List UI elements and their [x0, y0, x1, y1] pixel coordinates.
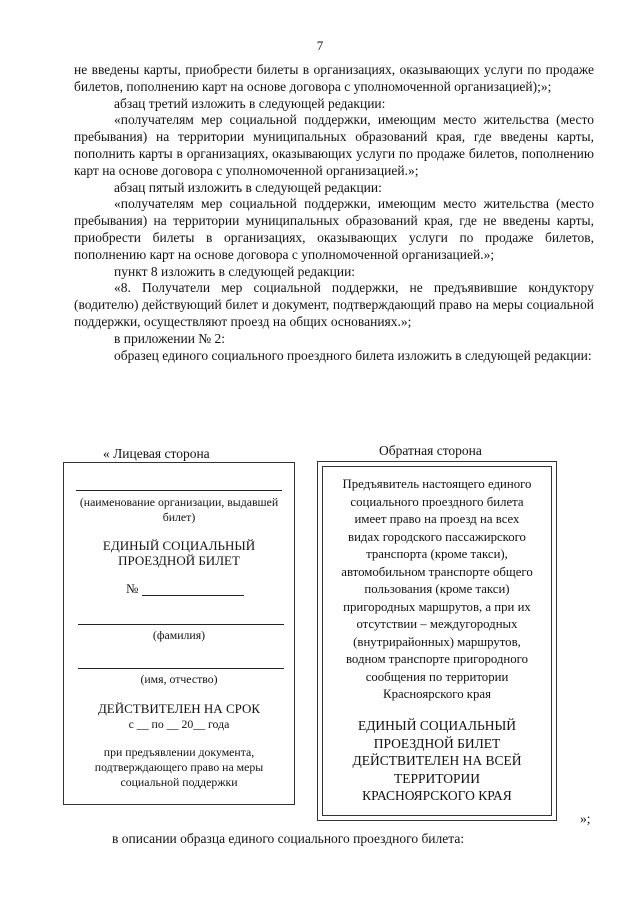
- back-line: пригородных маршрутов, а при их: [343, 599, 531, 614]
- ticket-number-line: [142, 595, 244, 596]
- surname-line: [78, 624, 284, 625]
- footer-paragraph: в описании образца единого социального проездного билета:: [112, 831, 465, 846]
- back-line: имеет право на проезд на всех: [354, 512, 520, 526]
- back-line: отсутствии – междугородных: [356, 617, 518, 631]
- back-title-line: ПРОЕЗДНОЙ БИЛЕТ: [373, 735, 501, 751]
- back-line: транспорта (кроме такси),: [366, 547, 508, 561]
- ticket-number-prefix: №: [126, 581, 139, 596]
- paragraph-4: абзац пятый изложить в следующей редакции:: [114, 179, 382, 195]
- paragraph-2: абзац третий изложить в следующей редакции:: [114, 95, 386, 111]
- surname-caption: (фамилия): [152, 628, 206, 642]
- back-title-line: ТЕРРИТОРИИ: [393, 770, 481, 786]
- paragraph-1: не введены карты, приобрести билеты в организациях, оказывающих услуги по продаже билетов, пополнению карт на основе договора с уполномоченной организацией);»;: [74, 62, 594, 94]
- paragraph-5: «получателям мер социальной поддержки, имеющим место жительства (место пребывания) на территории муниципальных образований края, где не введены карты, приобрести билеты в организациях, оказывающих услуги по продаже билетов, пополнению карт на основе договора с уполномоченной организацией.»;: [74, 196, 594, 262]
- ticket-back: [317, 461, 557, 821]
- back-line: сообщения по территории: [365, 669, 509, 684]
- back-line: автомобильном транспорте общего: [341, 564, 533, 579]
- paragraph-3: «получателям мер социальной поддержки, имеющим место жительства (место пребывания) на территории муниципальных образований края, где введены карты, пополнить карты в организациях, оказывающих услуги по продаже билетов, пополнению карт на основе договора с уполномоченной организацией.»;: [74, 112, 594, 178]
- org-name-line: [76, 490, 282, 491]
- condition-line1: при предъявлении документа,: [103, 745, 255, 759]
- back-line: Предъявитель настоящего единого: [342, 477, 532, 491]
- valid-period: с __ по __ 20__ года: [128, 717, 230, 731]
- ticket-back-title: [318, 717, 556, 805]
- back-title-line: ДЕЙСТВИТЕЛЕН НА ВСЕЙ: [352, 753, 522, 768]
- paragraph-8: в приложении № 2:: [114, 330, 226, 346]
- ticket-title-line1: ЕДИНЫЙ СОЦИАЛЬНЫЙ: [102, 538, 256, 553]
- ticket-back-text: [318, 476, 556, 704]
- back-line: пользования (кроме такси): [364, 582, 510, 596]
- back-line: (внутрирайонных) маршрутов,: [353, 634, 521, 649]
- ticket-title-line2: ПРОЕЗДНОЙ БИЛЕТ: [118, 553, 240, 568]
- paragraph-7: «8. Получатели мер социальной поддержки, не предъявившие кондуктору (водителю) действующий билет и документ, подтверждающий право на меры социальной поддержки, осуществляют проезд на общих основаниях.»;: [74, 280, 594, 329]
- paragraph-6: пункт 8 изложить в следующей редакции:: [114, 263, 356, 279]
- page-number: 7: [316, 38, 324, 53]
- name-caption: (имя, отчество): [140, 672, 218, 686]
- valid-title: ДЕЙСТВИТЕЛЕН НА СРОК: [97, 701, 261, 716]
- org-caption: (наименование организации, выдавшей билет): [79, 495, 279, 524]
- closing-quote: »;: [580, 811, 591, 826]
- condition-line2: подтверждающего право на меры: [94, 760, 264, 774]
- back-title-line: КРАСНОЯРСКОГО КРАЯ: [362, 788, 512, 803]
- back-line: Красноярского края: [383, 687, 491, 701]
- condition-line3: социальной поддержки: [120, 775, 238, 789]
- back-line: водном транспорте пригородного: [345, 652, 529, 666]
- back-line: социального проездного билета: [350, 494, 524, 509]
- ticket-front-label: « Лицевая сторона: [103, 446, 210, 461]
- name-line: [78, 668, 284, 669]
- back-line: видах городского пассажирского: [348, 529, 526, 544]
- ticket-back-label: Обратная сторона: [379, 443, 482, 458]
- paragraph-9: образец единого социального проездного билета изложить в следующей редакции:: [114, 347, 592, 363]
- document-body: [74, 62, 594, 364]
- ticket-front: [63, 462, 295, 805]
- back-title-line: ЕДИНЫЙ СОЦИАЛЬНЫЙ: [357, 718, 517, 733]
